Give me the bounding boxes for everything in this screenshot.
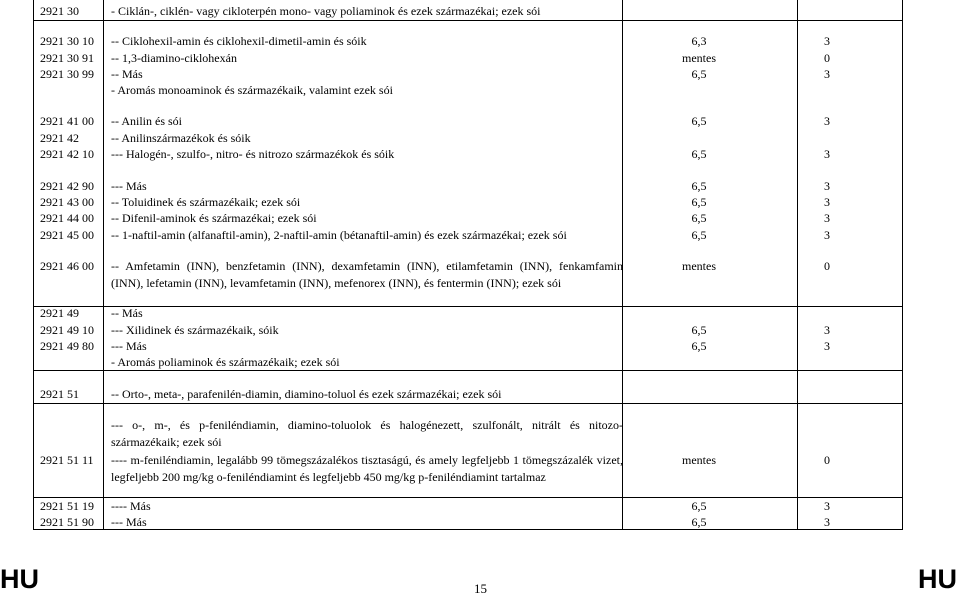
- description: -- Toluidinek és származékaik; ezek sói: [111, 195, 301, 209]
- cn-code: 2921 30 10: [40, 34, 94, 48]
- description: --- o-, m-, és p-feniléndiamin, diamino-toluolok és halogénezett, szulfonált, nitrált és nitozo-származékaik; ezek sói: [111, 418, 623, 449]
- duty-rate: 6,5: [691, 147, 707, 161]
- description: -- Anilin és sói: [111, 114, 182, 128]
- row-divider: [34, 497, 902, 498]
- column-divider: [103, 0, 104, 529]
- duty-rate: 6,5: [691, 179, 707, 193]
- cn-code: 2921 43 00: [40, 195, 94, 209]
- unit-value: 3: [824, 67, 830, 81]
- description: ---- m-feniléndiamin, legalább 99 tömegszázalékos tisztaságú, és amely legfeljebb 1 tömegszázalék vizet, legfeljebb 200 mg/kg o-feniléndiamint és legfeljebb 450 mg/kg p-feniléndiamint tartalmaz: [111, 453, 623, 484]
- unit-value: 3: [824, 228, 830, 242]
- cn-code: 2921 41 00: [40, 114, 94, 128]
- row-divider: [34, 306, 902, 307]
- duty-rate: 6,3: [691, 34, 707, 48]
- unit-value: 0: [824, 259, 830, 273]
- unit-value: 3: [824, 114, 830, 128]
- description: --- Más: [111, 179, 147, 193]
- cn-code: 2921 44 00: [40, 211, 94, 225]
- unit-value: 0: [824, 453, 830, 467]
- cn-code: 2921 45 00: [40, 228, 94, 242]
- unit-value: 3: [824, 339, 830, 353]
- unit-value: 3: [824, 515, 830, 529]
- description: --- Halogén-, szulfo-, nitro- és nitrozo származékok és sóik: [111, 147, 395, 161]
- description: --- Xilidinek és származékaik, sóik: [111, 323, 279, 337]
- tariff-table: [33, 0, 903, 530]
- cn-code: 2921 51 90: [40, 515, 94, 529]
- duty-rate: 6,5: [691, 114, 707, 128]
- page-number: 15: [474, 581, 487, 596]
- row-divider: [34, 370, 902, 371]
- cn-code: 2921 49: [40, 306, 79, 320]
- description: - Ciklán-, ciklén- vagy cikloterpén mono- vagy poliaminok és ezek származékai; ezek sói: [111, 4, 541, 18]
- description: -- Más: [111, 67, 143, 81]
- cn-code: 2921 46 00: [40, 259, 94, 273]
- duty-rate: mentes: [682, 51, 716, 65]
- cn-code: 2921 49 80: [40, 339, 94, 353]
- duty-rate: 6,5: [691, 323, 707, 337]
- cn-code: 2921 49 10: [40, 323, 94, 337]
- unit-value: 3: [824, 323, 830, 337]
- unit-value: 3: [824, 499, 830, 513]
- row-divider: [34, 20, 902, 21]
- unit-value: 3: [824, 179, 830, 193]
- duty-rate: 6,5: [691, 211, 707, 225]
- cn-code: 2921 51 19: [40, 499, 94, 513]
- cn-code: 2921 51 11: [40, 453, 94, 467]
- description: --- Más: [111, 339, 147, 353]
- duty-rate: mentes: [682, 453, 716, 467]
- duty-rate: 6,5: [691, 195, 707, 209]
- description: -- Ciklohexil-amin és ciklohexil-dimetil-amin és sóik: [111, 34, 367, 48]
- description: -- Amfetamin (INN), benzfetamin (INN), dexamfetamin (INN), etilamfetamin (INN), fenkamfamin (INN), lefetamin (INN), levamfetamin (INN), mefenorex (INN), és fentermin (INN); ezek sói: [111, 259, 623, 290]
- unit-value: 3: [824, 147, 830, 161]
- duty-rate: mentes: [682, 259, 716, 273]
- duty-rate: 6,5: [691, 228, 707, 242]
- description: - Aromás monoaminok és származékaik, valamint ezek sói: [111, 83, 393, 97]
- description: --- Más: [111, 515, 147, 529]
- footer-language-left: HU: [0, 564, 39, 594]
- cn-code: 2921 30: [40, 4, 79, 18]
- duty-rate: 6,5: [691, 339, 707, 353]
- cn-code: 2921 42: [40, 131, 79, 145]
- footer-language-right: HU: [918, 564, 957, 594]
- description: -- Difenil-aminok és származékai; ezek sói: [111, 211, 317, 225]
- cn-code: 2921 30 99: [40, 67, 94, 81]
- unit-value: 0: [824, 51, 830, 65]
- unit-value: 3: [824, 195, 830, 209]
- cn-code: 2921 42 90: [40, 179, 94, 193]
- description: - Aromás poliaminok és származékaik; ezek sói: [111, 355, 340, 369]
- duty-rate: 6,5: [691, 515, 707, 529]
- column-divider: [797, 0, 798, 529]
- description: -- 1,3-diamino-ciklohexán: [111, 51, 237, 65]
- unit-value: 3: [824, 211, 830, 225]
- duty-rate: 6,5: [691, 67, 707, 81]
- cn-code: 2921 30 91: [40, 51, 94, 65]
- cn-code: 2921 51: [40, 387, 79, 401]
- duty-rate: 6,5: [691, 499, 707, 513]
- row-divider: [34, 403, 902, 404]
- description: -- Más: [111, 306, 143, 320]
- description: ---- Más: [111, 499, 151, 513]
- unit-value: 3: [824, 34, 830, 48]
- cn-code: 2921 42 10: [40, 147, 94, 161]
- description: -- 1-naftil-amin (alfanaftil-amin), 2-naftil-amin (bétanaftil-amin) és ezek származékai; ezek sói: [111, 228, 567, 242]
- description: -- Orto-, meta-, parafenilén-diamin, diamino-toluol és ezek származékai; ezek sói: [111, 387, 502, 401]
- description: -- Anilinszármazékok és sóik: [111, 131, 251, 145]
